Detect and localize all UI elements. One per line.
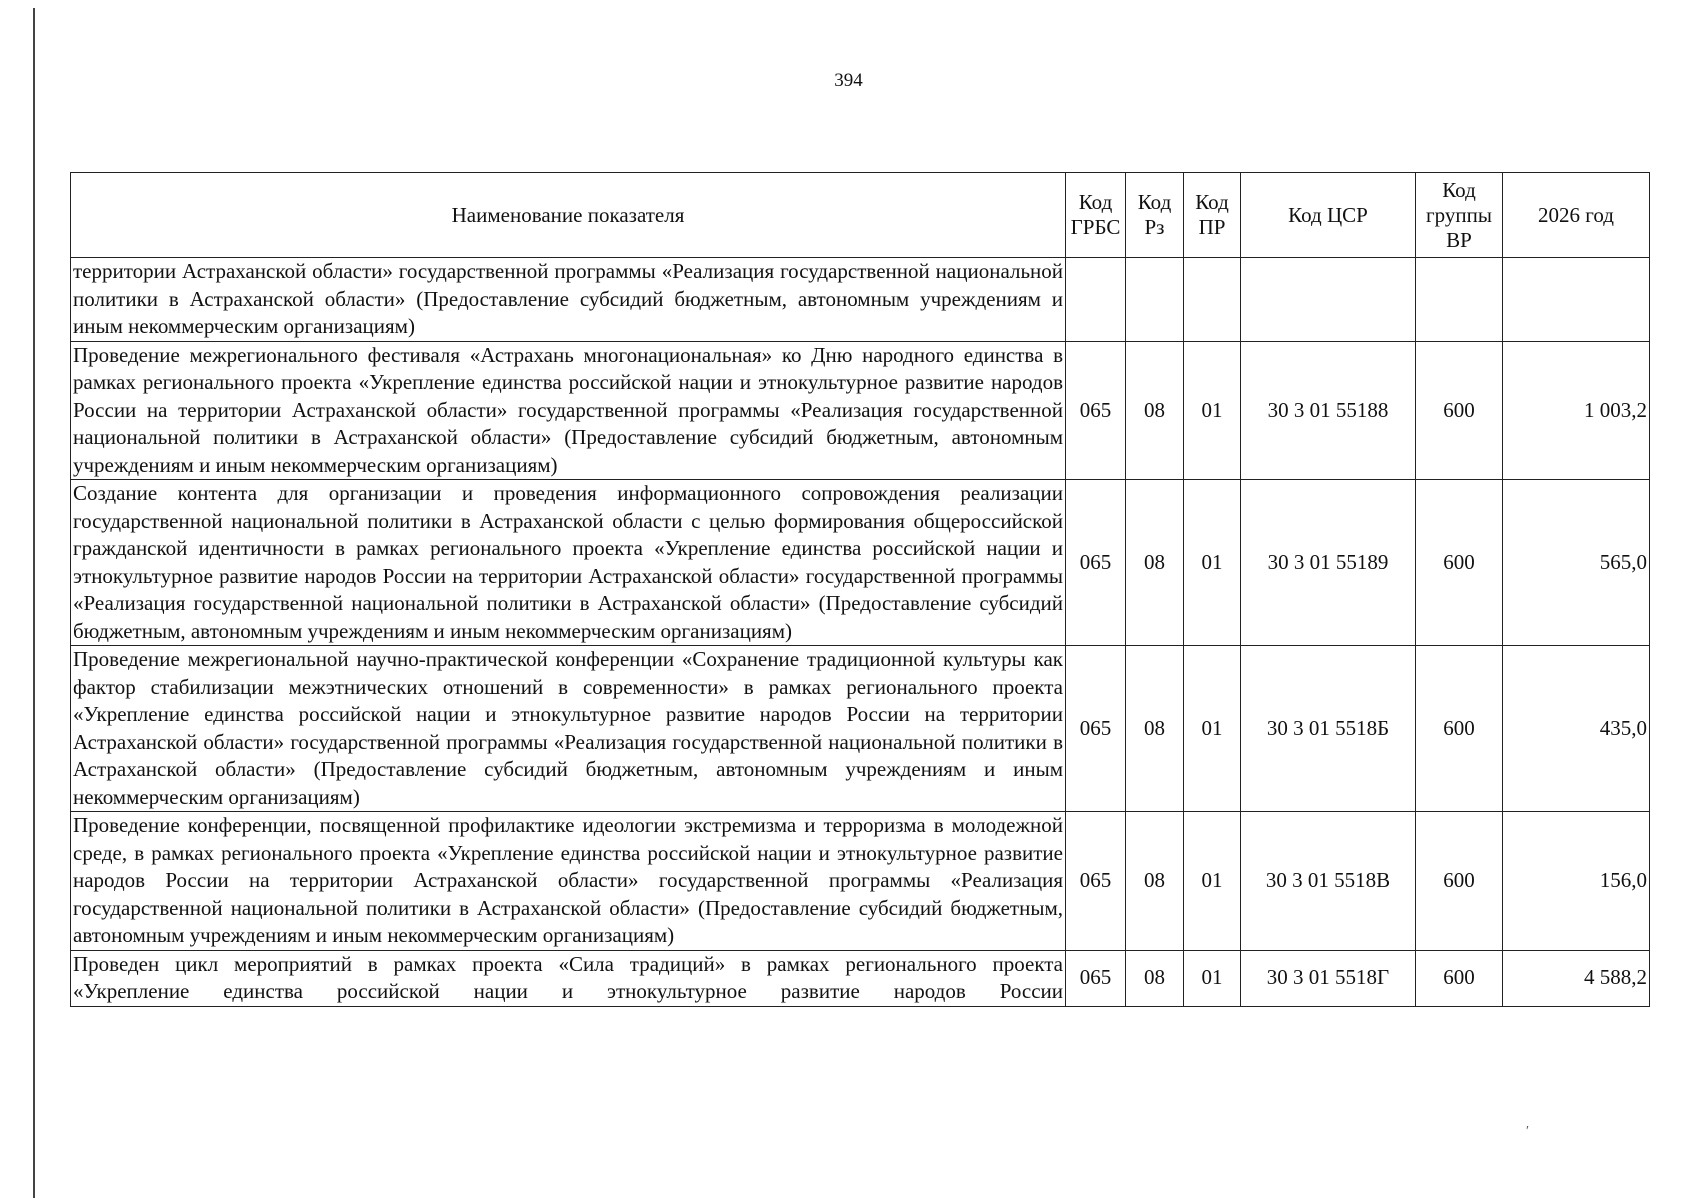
header-vr: Код группы ВР	[1416, 173, 1503, 258]
page-number: 394	[834, 70, 863, 91]
row-amount	[1503, 258, 1650, 342]
row-amount: 156,0	[1503, 812, 1650, 951]
row-vr: 600	[1416, 646, 1503, 812]
row-name: Проведение межрегиональной научно-практической конференции «Сохранение традиционной культуры как фактор стабилизации межэтнических отношений в современности» в рамках регионального проекта «Укрепление единства российской нации и этнокультурное развитие народов России на территории Астраханской области» государственной программы «Реализация государственной национальной политики в Астраханской области» (Предоставление субсидий бюджетным, автономным учреждениям и иным некоммерческим организациям)	[71, 646, 1066, 812]
header-csr: Код ЦСР	[1241, 173, 1416, 258]
row-vr: 600	[1416, 812, 1503, 951]
row-vr	[1416, 258, 1503, 342]
row-pr: 01	[1184, 950, 1241, 1006]
row-name: Проведение межрегионального фестиваля «Астрахань многонациональная» ко Дню народного единства в рамках регионального проекта «Укрепление единства российской нации и этнокультурное развитие народов России на территории Астраханской области» государственной программы «Реализация государственной национальной политики в Астраханской области» (Предоставление субсидий бюджетным, автономным учреждениям и иным некоммерческим организациям)	[71, 341, 1066, 480]
row-csr	[1241, 258, 1416, 342]
row-rz: 08	[1126, 812, 1184, 951]
left-margin-line	[33, 8, 35, 1198]
table-row	[71, 480, 1650, 646]
row-pr	[1184, 258, 1241, 342]
row-rz: 08	[1126, 480, 1184, 646]
table-row	[71, 341, 1650, 480]
row-name: Проведение конференции, посвященной профилактике идеологии экстремизма и терроризма в молодежной среде, в рамках регионального проекта «Укрепление единства российской нации и этнокультурное развитие народов России на территории Астраханской области» государственной программы «Реализация государственной национальной политики в Астраханской области» (Предоставление субсидий бюджетным, автономным учреждениям и иным некоммерческим организациям)	[71, 812, 1066, 951]
row-pr: 01	[1184, 480, 1241, 646]
header-grbs: Код ГРБС	[1066, 173, 1126, 258]
row-amount: 4 588,2	[1503, 950, 1650, 1006]
row-amount: 1 003,2	[1503, 341, 1650, 480]
row-csr: 30 3 01 55189	[1241, 480, 1416, 646]
row-name: территории Астраханской области» государственной программы «Реализация государственной национальной политики в Астраханской области» (Предоставление субсидий бюджетным, автономным учреждениям и иным некоммерческим организациям)	[71, 258, 1066, 342]
row-vr: 600	[1416, 950, 1503, 1006]
row-grbs: 065	[1066, 812, 1126, 951]
row-csr: 30 3 01 5518Б	[1241, 646, 1416, 812]
row-csr: 30 3 01 5518Г	[1241, 950, 1416, 1006]
row-name: Проведен цикл мероприятий в рамках проекта «Сила традиций» в рамках регионального проекта «Укрепление единства российской нации и этнокультурное развитие народов России	[71, 950, 1066, 1006]
header-pr: Код ПР	[1184, 173, 1241, 258]
row-rz: 08	[1126, 646, 1184, 812]
row-csr: 30 3 01 5518В	[1241, 812, 1416, 951]
table-row	[71, 646, 1650, 812]
row-grbs: 065	[1066, 950, 1126, 1006]
row-csr: 30 3 01 55188	[1241, 341, 1416, 480]
row-rz: 08	[1126, 341, 1184, 480]
table-row	[71, 950, 1650, 1006]
row-pr: 01	[1184, 341, 1241, 480]
header-year: 2026 год	[1503, 173, 1650, 258]
table-row	[71, 812, 1650, 951]
row-pr: 01	[1184, 812, 1241, 951]
row-grbs: 065	[1066, 646, 1126, 812]
row-pr: 01	[1184, 646, 1241, 812]
row-rz: 08	[1126, 950, 1184, 1006]
scan-speck: ′	[1526, 1124, 1530, 1139]
row-amount: 565,0	[1503, 480, 1650, 646]
row-vr: 600	[1416, 480, 1503, 646]
row-vr: 600	[1416, 341, 1503, 480]
row-grbs	[1066, 258, 1126, 342]
header-rz: Код Рз	[1126, 173, 1184, 258]
header-name: Наименование показателя	[71, 173, 1066, 258]
row-name: Создание контента для организации и проведения информационного сопровождения реализации государственной национальной политики в Астраханской области с целью формирования общероссийской гражданской идентичности в рамках регионального проекта «Укрепление единства российской нации и этнокультурное развитие народов России на территории Астраханской области» государственной программы «Реализация государственной национальной политики в Астраханской области» (Предоставление субсидий бюджетным, автономным учреждениям и иным некоммерческим организациям)	[71, 480, 1066, 646]
row-rz	[1126, 258, 1184, 342]
row-grbs: 065	[1066, 341, 1126, 480]
table-row	[71, 258, 1650, 342]
row-amount: 435,0	[1503, 646, 1650, 812]
budget-table	[70, 172, 1650, 1007]
row-grbs: 065	[1066, 480, 1126, 646]
table-header-row	[71, 173, 1650, 258]
